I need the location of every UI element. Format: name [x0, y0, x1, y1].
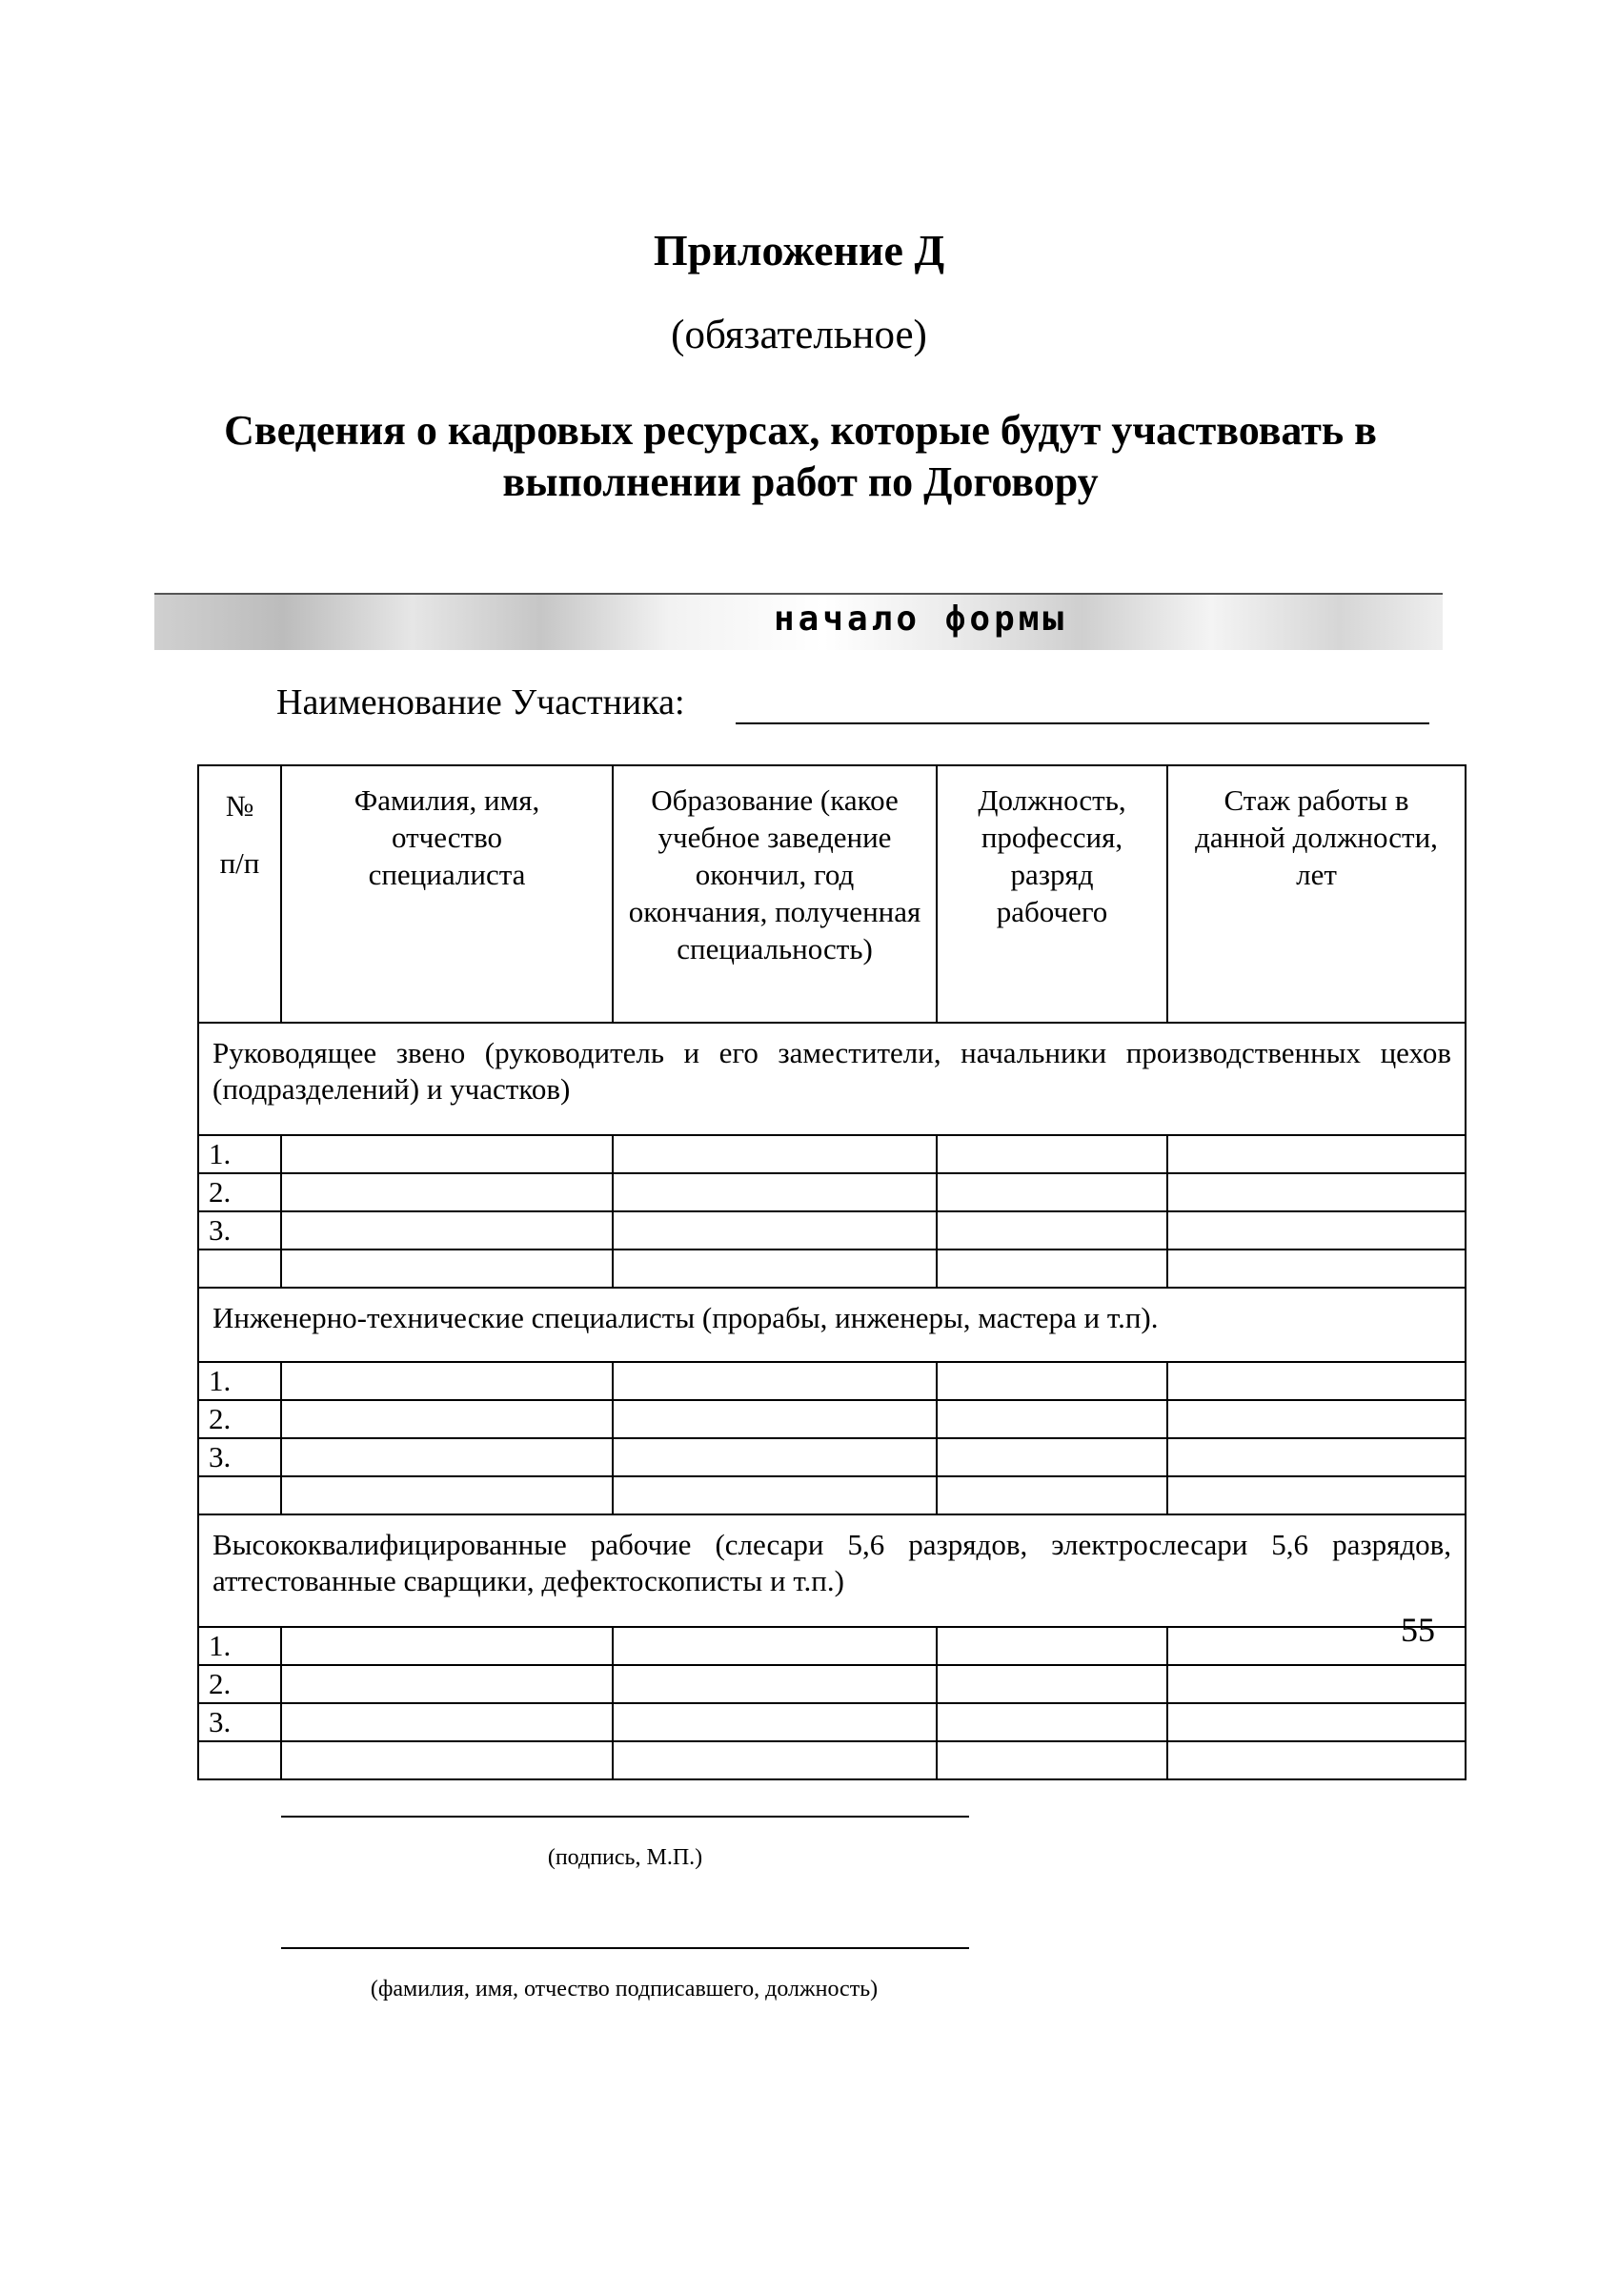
row-number: 2. [198, 1400, 281, 1438]
section-title-engineering: Инженерно-технические специалисты (прорабы, инженеры, мастера и т.п). [198, 1288, 1466, 1362]
cell-position[interactable] [937, 1476, 1167, 1514]
header-num-line2: п/п [219, 846, 260, 880]
row-number: 3. [198, 1211, 281, 1250]
form-start-banner [154, 593, 1443, 650]
cell-education[interactable] [613, 1250, 937, 1288]
cell-education[interactable] [613, 1362, 937, 1400]
row-number: 3. [198, 1703, 281, 1741]
table-row [198, 1250, 1466, 1288]
header-num-line1: № [225, 789, 254, 823]
header-position: Должность, профессия, разряд рабочего [937, 765, 1167, 1023]
cell-position[interactable] [937, 1741, 1167, 1779]
signature-caption: (подпись, М.П.) [547, 1845, 703, 1870]
cell-name[interactable] [281, 1362, 613, 1400]
cell-name[interactable] [281, 1741, 613, 1779]
cell-name[interactable] [281, 1665, 613, 1703]
cell-education[interactable] [613, 1665, 937, 1703]
cell-position[interactable] [937, 1250, 1167, 1288]
participant-label: Наименование Участника: [276, 682, 685, 722]
header-name: Фамилия, имя, отчество специалиста [281, 765, 613, 1023]
cell-position[interactable] [937, 1173, 1167, 1211]
cell-education[interactable] [613, 1627, 937, 1665]
row-number: 1. [198, 1362, 281, 1400]
cell-position[interactable] [937, 1665, 1167, 1703]
cell-education[interactable] [613, 1703, 937, 1741]
cell-position[interactable] [937, 1362, 1167, 1400]
table-row [198, 1627, 1466, 1665]
cell-experience[interactable] [1167, 1211, 1466, 1250]
header-education: Образование (какое учебное заведение окончил, год окончания, полученная специальность) [613, 765, 937, 1023]
signer-name-line[interactable] [281, 1947, 969, 1949]
cell-education[interactable] [613, 1135, 937, 1173]
cell-experience[interactable] [1167, 1362, 1466, 1400]
cell-education[interactable] [613, 1438, 937, 1476]
form-start-label: начало формы [774, 599, 1068, 639]
cell-education[interactable] [613, 1211, 937, 1250]
cell-position[interactable] [937, 1703, 1167, 1741]
row-number: 2. [198, 1665, 281, 1703]
signature-line[interactable] [281, 1816, 969, 1818]
cell-name[interactable] [281, 1703, 613, 1741]
table-row [198, 1362, 1466, 1400]
header-experience: Стаж работы в данной должности, лет [1167, 765, 1466, 1023]
cell-education[interactable] [613, 1400, 937, 1438]
cell-name[interactable] [281, 1211, 613, 1250]
personnel-table [197, 764, 1467, 1780]
participant-name-field[interactable] [736, 722, 1429, 724]
row-number: 2. [198, 1173, 281, 1211]
row-number: 3. [198, 1438, 281, 1476]
cell-position[interactable] [937, 1211, 1167, 1250]
cell-position[interactable] [937, 1627, 1167, 1665]
heading-line-1: Сведения о кадровых ресурсах, которые будут участвовать в [224, 407, 1377, 454]
page-number: 55 [1401, 1611, 1435, 1649]
section-title-workers: Высококвалифицированные рабочие (слесари 5,6 разрядов, электрослесари 5,6 разрядов, аттестованные сварщики, дефектоскописты и т.п.) [198, 1514, 1466, 1627]
cell-name[interactable] [281, 1627, 613, 1665]
row-number: 1. [198, 1627, 281, 1665]
cell-name[interactable] [281, 1250, 613, 1288]
appendix-subtitle: (обязательное) [671, 313, 927, 357]
cell-experience[interactable] [1167, 1135, 1466, 1173]
signer-caption: (фамилия, имя, отчество подписавшего, должность) [370, 1977, 879, 2001]
cell-experience[interactable] [1167, 1173, 1466, 1211]
cell-experience[interactable] [1167, 1741, 1466, 1779]
cell-experience[interactable] [1167, 1476, 1466, 1514]
cell-experience[interactable] [1167, 1703, 1466, 1741]
section-row [198, 1023, 1466, 1135]
table-row [198, 1703, 1466, 1741]
cell-name[interactable] [281, 1400, 613, 1438]
cell-name[interactable] [281, 1173, 613, 1211]
cell-education[interactable] [613, 1476, 937, 1514]
row-number: 1. [198, 1135, 281, 1173]
section-row [198, 1514, 1466, 1627]
heading-line-2: выполнении работ по Договору [502, 458, 1099, 505]
table-row [198, 1400, 1466, 1438]
cell-experience[interactable] [1167, 1438, 1466, 1476]
row-number [198, 1741, 281, 1779]
section-title-management: Руководящее звено (руководитель и его заместители, начальники производственных цехов (подразделений) и участков) [198, 1023, 1466, 1135]
table-row [198, 1135, 1466, 1173]
row-number [198, 1250, 281, 1288]
appendix-title: Приложение Д [653, 226, 945, 274]
table-row [198, 1741, 1466, 1779]
cell-name[interactable] [281, 1438, 613, 1476]
cell-education[interactable] [613, 1741, 937, 1779]
table-row [198, 1211, 1466, 1250]
section-row [198, 1288, 1466, 1362]
table-row [198, 1173, 1466, 1211]
cell-experience[interactable] [1167, 1665, 1466, 1703]
cell-position[interactable] [937, 1135, 1167, 1173]
header-num [198, 765, 281, 1023]
cell-experience[interactable] [1167, 1400, 1466, 1438]
table-row [198, 1438, 1466, 1476]
cell-experience[interactable] [1167, 1250, 1466, 1288]
table-header-row [198, 765, 1466, 1023]
table-row [198, 1476, 1466, 1514]
cell-name[interactable] [281, 1135, 613, 1173]
cell-position[interactable] [937, 1438, 1167, 1476]
cell-name[interactable] [281, 1476, 613, 1514]
row-number [198, 1476, 281, 1514]
cell-position[interactable] [937, 1400, 1167, 1438]
table-row [198, 1665, 1466, 1703]
document-heading [191, 405, 1410, 508]
cell-education[interactable] [613, 1173, 937, 1211]
